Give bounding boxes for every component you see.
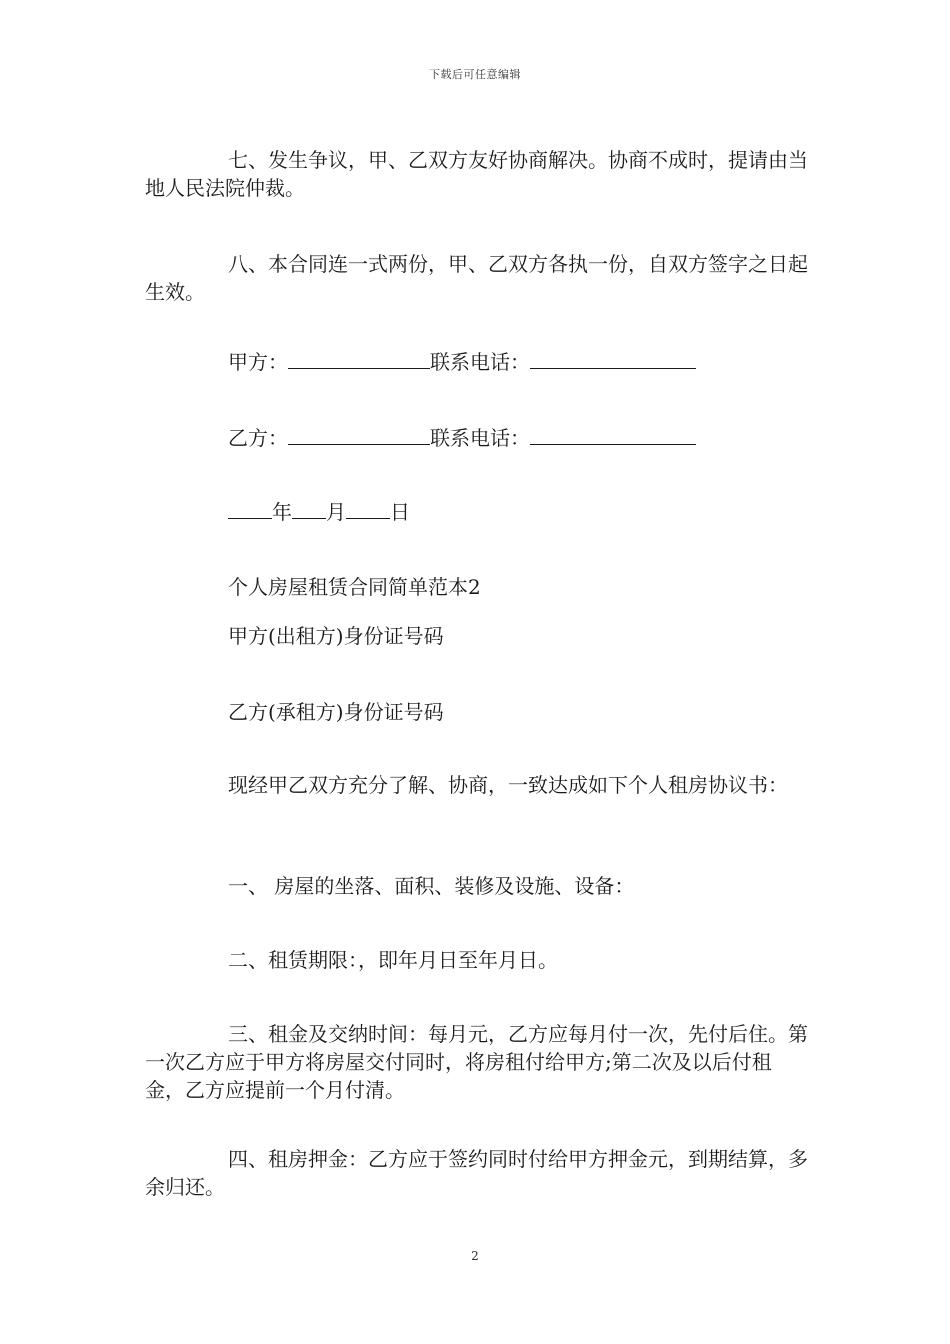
item-four: 四、租房押金：乙方应于签约同时付给甲方押金元，到期结算，多余归还。 — [145, 1147, 808, 1199]
date-line — [228, 498, 828, 526]
paragraph-seven: 七、发生争议，甲、乙双方友好协商解决。协商不成时，提请由当地人民法院仲裁。 — [145, 148, 808, 200]
intro-paragraph: 现经甲乙双方充分了解、协商，一致达成如下个人租房协议书： — [228, 773, 788, 797]
item-one: 一、 房屋的坐落、面积、装修及设施、设备： — [228, 874, 635, 898]
party-a-id-line: 甲方(出租方)身份证号码 — [228, 624, 444, 648]
party-b-name-blank — [288, 424, 430, 445]
month-blank — [292, 500, 326, 519]
paragraph-eight: 八、本合同连一式两份，甲、乙双方各执一份，自双方签字之日起生效。 — [145, 252, 808, 304]
party-b-phone-label: 联系电话： — [430, 426, 530, 450]
year-label: 年 — [272, 500, 292, 524]
day-label: 日 — [390, 500, 410, 524]
party-b-phone-blank — [530, 424, 696, 445]
contract-title-2: 个人房屋租赁合同简单范本2 — [228, 575, 481, 599]
page-header: 下载后可任意编辑 — [429, 68, 521, 81]
month-label: 月 — [326, 500, 346, 524]
party-a-name-blank — [288, 348, 430, 369]
party-a-phone-label: 联系电话： — [430, 350, 530, 374]
item-two: 二、租赁期限：，即年月日至年月日。 — [228, 948, 558, 972]
party-b-id-line: 乙方(承租方)身份证号码 — [228, 700, 444, 724]
party-b-signature-line — [228, 424, 828, 452]
party-a-signature-line — [228, 348, 828, 376]
item-three: 三、租金及交纳时间：每月元，乙方应每月付一次，先付后住。第一次乙方应于甲方将房屋交付同时，将房租付给甲方;第二次及以后付租金，乙方应提前一个月付清。 — [145, 1022, 808, 1102]
page-number: 2 — [471, 1249, 479, 1263]
day-blank — [346, 500, 390, 519]
party-a-phone-blank — [530, 348, 696, 369]
party-a-label: 甲方： — [228, 350, 288, 374]
party-b-label: 乙方： — [228, 426, 288, 450]
year-blank — [228, 500, 272, 519]
